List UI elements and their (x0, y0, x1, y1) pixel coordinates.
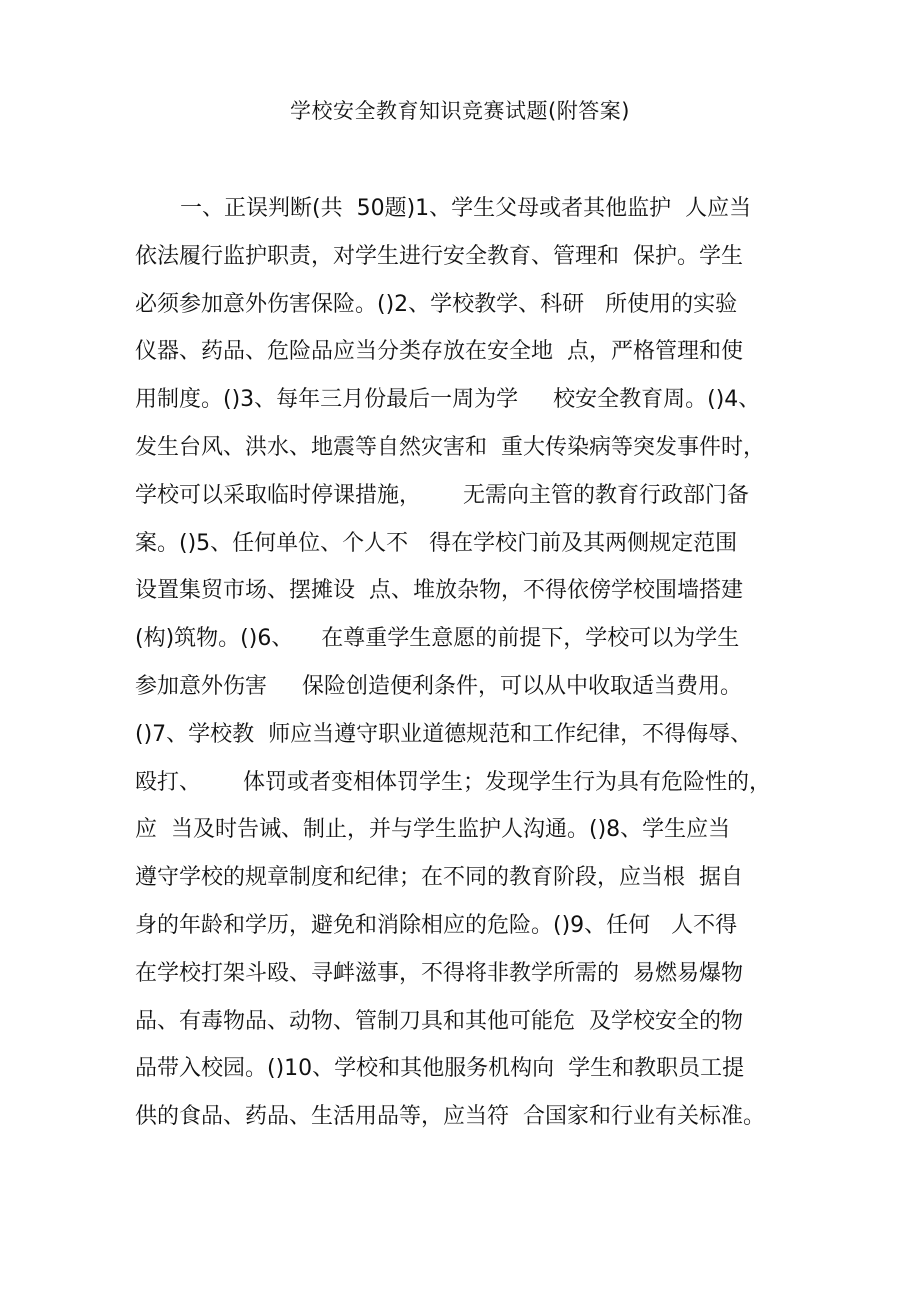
body-line: ()7、学校教 师应当遵守职业道德规范和工作纪律，不得侮辱、 (135, 721, 753, 747)
body-line: 必须参加意外伤害保险。()2、学校教学、科研 所使用的实验 (135, 291, 738, 317)
body-line: 设置集贸市场、摆摊设 点、堆放杂物，不得依傍学校围墙搭建 (135, 578, 743, 604)
body-line: 遵守学校的规章制度和纪律；在不同的教育阶段，应当根 据自 (135, 865, 743, 891)
body-line: 在学校打架斗殴、寻衅滋事，不得将非教学所需的 易燃易爆物 (135, 960, 743, 986)
body-line: 品带入校园。()10、学校和其他服务机构向 学生和教职员工提 (135, 1056, 745, 1082)
body-line: 仪器、药品、危险品应当分类存放在安全地 点，严格管理和使 (135, 339, 743, 365)
body-line: 供的食品、药品、生活用品等，应当符 合国家和行业有关标准。 (135, 1104, 765, 1130)
document-title: 学校安全教育知识竞赛试题(附答案) (290, 99, 630, 123)
body-line: (构)筑物。()6、 在尊重学生意愿的前提下，学校可以为学生 (135, 626, 740, 652)
body-line: 身的年龄和学历，避免和消除相应的危险。()9、任何 人不得 (135, 912, 738, 938)
body-line: 应 当及时告诫、制止，并与学生监护人沟通。()8、学生应当 (135, 817, 731, 843)
body-line: 学校可以采取临时停课措施， 无需向主管的教育行政部门备 (135, 482, 749, 508)
body-line: 品、有毒物品、动物、管制刀具和其他可能危 及学校安全的物 (135, 1008, 743, 1034)
body-line: 发生台风、洪水、地震等自然灾害和 重大传染病等突发事件时， (135, 434, 765, 460)
body-line: 用制度。()3、每年三月份最后一周为学 校安全教育周。()4、 (135, 387, 761, 413)
document-body (135, 190, 785, 1146)
body-line: 依法履行监护职责，对学生进行安全教育、管理和 保护。学生 (135, 243, 743, 269)
body-line: 案。()5、任何单位、个人不 得在学校门前及其两侧规定范围 (135, 530, 738, 556)
body-line: 一、正误判断(共 50题)1、学生父母或者其他监护 人应当 (180, 196, 752, 221)
body-line: 殴打、 体罚或者变相体罚学生；发现学生行为具有危险性的， (135, 769, 771, 795)
body-line: 参加意外伤害 保险创造便利条件，可以从中收取适当费用。 (135, 673, 742, 699)
